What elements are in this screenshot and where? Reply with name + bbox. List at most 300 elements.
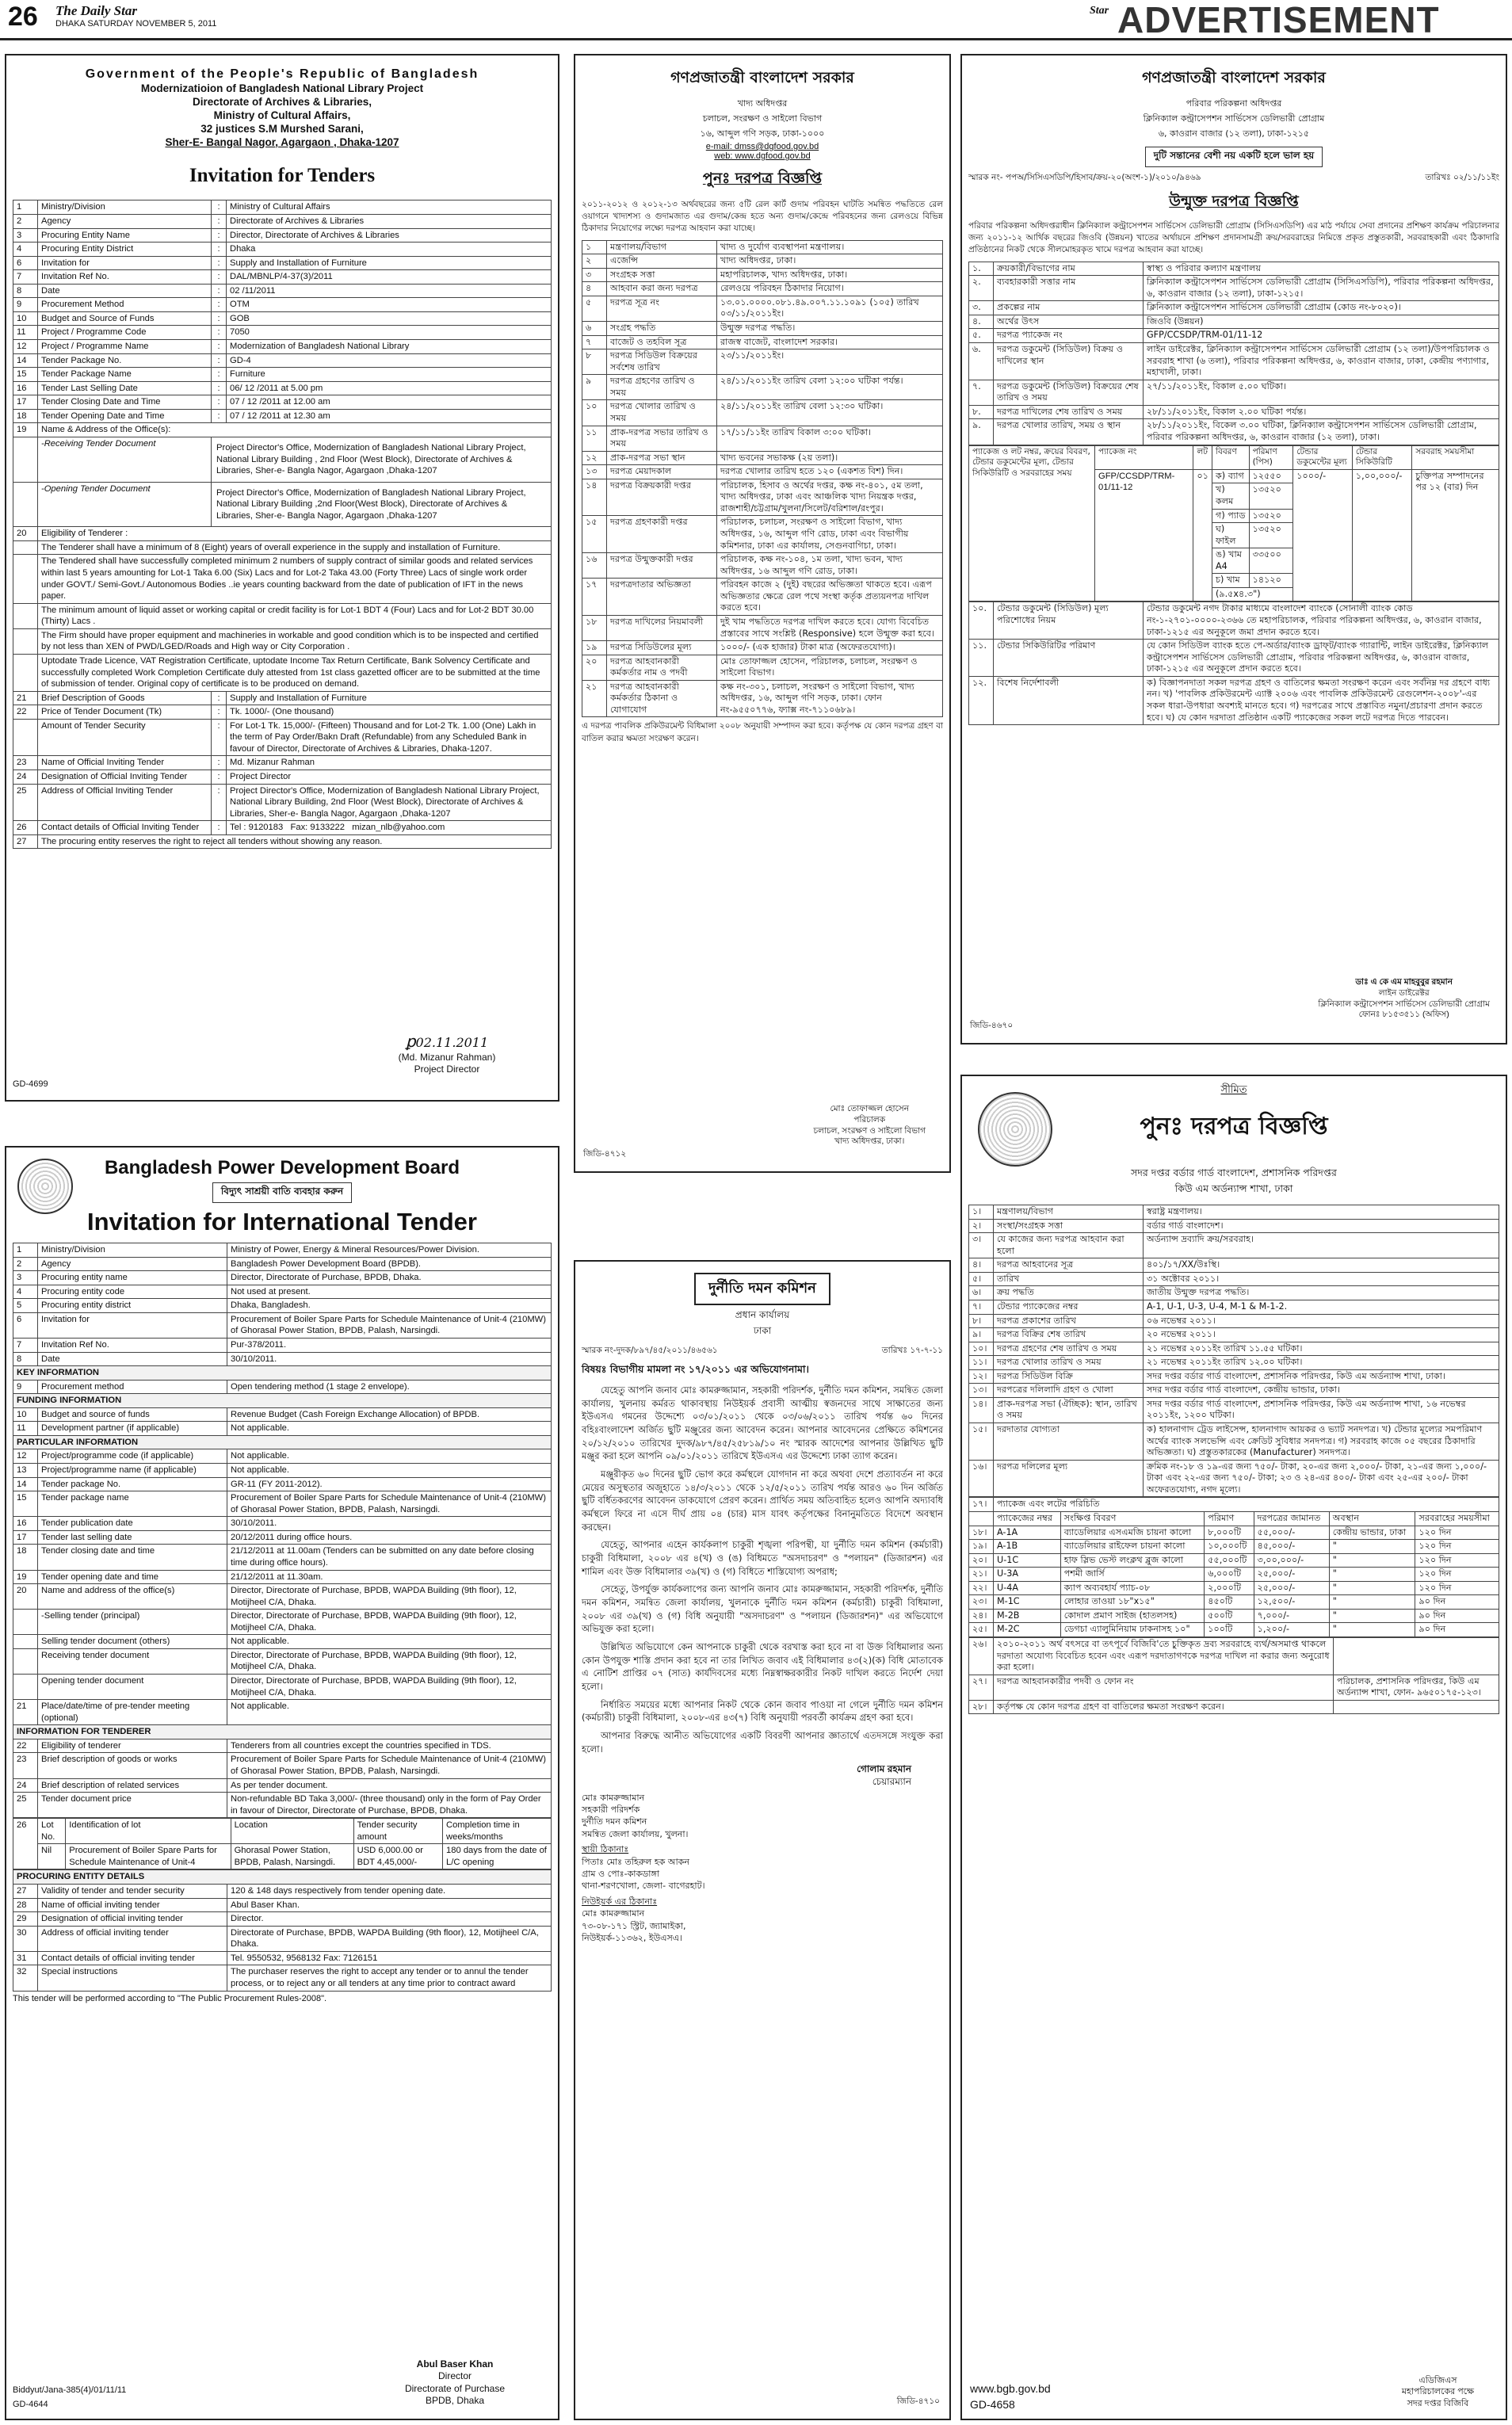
- library-header-line: Modernizatioion of Bangladesh National Library Project: [140, 82, 424, 94]
- row-number: 8: [13, 284, 38, 298]
- row-number: 15: [13, 1491, 38, 1517]
- row-value: দুই খাম পদ্ধতিতে দরপত্র দাখিল করতে হবে। যোগ্য বিবেচিত প্রস্তাবের সাথে সংশ্লিষ্ট (Responsive) হলে উন্মুক্ত করা হবে।: [717, 615, 943, 640]
- table-row: [969, 1342, 1499, 1356]
- package-n: ১৯।: [969, 1540, 994, 1554]
- row-value: Director, Directorate of Purchase, BPDB, WAPDA Building (9th floor), 12, Motijheel C/A, Dhaka.: [227, 1648, 552, 1674]
- row-number: ৫: [582, 296, 607, 321]
- row-separator: :: [212, 200, 227, 215]
- row-label: তারিখ: [994, 1272, 1144, 1286]
- table-row: [13, 1912, 552, 1927]
- package-security: ৫৫,০০০/-: [1254, 1526, 1329, 1540]
- table-row: [13, 1584, 552, 1610]
- package-desc: লোহার তাওয়া ১৮"x১৫": [1060, 1595, 1205, 1610]
- row-number: ৬।: [969, 1286, 994, 1300]
- row-label: Selling tender document (others): [38, 1635, 227, 1649]
- table-section: KEY INFORMATION: [13, 1366, 552, 1381]
- row-label: দরপত্র সিডিউলের মূল্য: [607, 641, 717, 655]
- row-value: GD-4: [227, 353, 552, 368]
- row-label: Validity of tender and tender security: [38, 1885, 227, 1899]
- library-header-line: Sher-E- Bangal Nagor, Agargaon , Dhaka-1207: [165, 136, 399, 148]
- row-label: টেন্ডার প্যাকেজের নম্বর: [994, 1300, 1144, 1314]
- table-row: [582, 516, 943, 553]
- row-value: Director, Directorate of Archives & Libraries: [227, 228, 552, 242]
- row-value: ক্রমিক নং-১৮ ও ১৯-এর জন্য ৭৫০/- টাকা, ২০-এর জন্য ২,০০০/- টাকা, ২১-এর জন্য ১,০০০/- টাকা এবং ২২-এর জন্য ৭৫০/- টাকা; ২৩ ও ২৪-এর ৪০০/- টাকা এবং ২৫-এর ২০০/- টাকা অফেরতযোগ্য, নগদ মূল্যে।: [1144, 1460, 1499, 1497]
- library-tender-ad: [5, 54, 559, 1102]
- row-number: ৭.: [969, 380, 994, 405]
- row-number: ২৬।: [969, 1638, 994, 1675]
- row-value: Tk. 1000/- (One thousand): [227, 705, 552, 720]
- row-label: দরপত্র সিডিউল বিক্রি: [994, 1369, 1144, 1384]
- table-row: [969, 1638, 1499, 1675]
- row-value: Pur-378/2011.: [227, 1338, 552, 1352]
- section-title: ADVERTISEMENT: [1117, 0, 1440, 40]
- bgb-title: পুনঃ দরপত্র বিজ্ঞপ্তি: [1140, 1113, 1328, 1140]
- row-value: Not applicable.: [227, 1700, 552, 1725]
- table-row: 20 Eligibility of Tenderer :: [13, 527, 552, 541]
- row-number: ১৩।: [969, 1384, 994, 1398]
- package-desc: ব্যাডেলিয়ার এসএমজি চায়না কালো: [1060, 1526, 1205, 1540]
- table-row: [13, 691, 552, 705]
- row-number: 12: [13, 340, 38, 354]
- bgb-limited: সীমিত: [1220, 1084, 1247, 1096]
- table-row: -Opening Tender Document Project Director's Office, Modernization of Bangladesh National Library Project, National Library Building ,2nd Floor(West Block), Directorate of Archives & Libraries, Sher-e- Bangla Nagor, Agargaon ,Dhaka-1207: [13, 482, 552, 527]
- table-row: ঙ) খাম A4 ৩৩৫০০: [969, 548, 1499, 574]
- row-label: Tender Closing Date and Time: [38, 395, 212, 410]
- row-value: Tel. 9550532, 9568132 Fax: 7126151: [227, 1951, 552, 1965]
- table-row: 26 Contact details of Official Inviting Tender : Tel : 9120183 Fax: 9133222 mizan_nlb@yahoo.com: [13, 821, 552, 835]
- row-label: Name of official inviting tender: [38, 1898, 227, 1912]
- package-desc: হাফ স্লিভ ভেস্ট লংক্লথ ব্লুজ কালো: [1060, 1553, 1205, 1568]
- table-row: [969, 419, 1499, 445]
- row-separator: :: [212, 270, 227, 285]
- row-label: Special instructions: [38, 1965, 227, 1991]
- row-separator: :: [212, 770, 227, 785]
- row-number: ৭।: [969, 1300, 994, 1314]
- row-label: Tender Package Name: [38, 368, 212, 382]
- row-label: দরপত্র আহবানের সূত্র: [994, 1258, 1144, 1273]
- table-row: [969, 640, 1499, 677]
- row-value: Not applicable.: [227, 1464, 552, 1478]
- row-label: Agency: [38, 1257, 227, 1271]
- bgb-package-table: [968, 1497, 1499, 1637]
- row-label: বিশেষ নির্দেশাবলী: [994, 676, 1144, 724]
- row-label: ক্রয় পদ্ধতি: [994, 1286, 1144, 1300]
- table-row: [13, 1380, 552, 1394]
- package-code: A-1B: [994, 1540, 1061, 1554]
- row-value: বর্ডার গার্ড বাংলাদেশ।: [1144, 1219, 1499, 1233]
- row-number: ১৩: [582, 465, 607, 479]
- row-value: 02 /11/2011: [227, 284, 552, 298]
- row-label: Contact details of official inviting tender: [38, 1951, 227, 1965]
- row-number: 30: [13, 1926, 38, 1951]
- row-label: দরপত্র খোলার তারিখ, সময় ও স্থান: [994, 419, 1144, 445]
- row-label: দরপত্র সিডিউল বিক্রয়ের সর্বশেষ তারিখ: [607, 349, 717, 375]
- row-number: [13, 719, 38, 756]
- table-row: [969, 1581, 1499, 1595]
- row-value: ২৭/১১/২০১১ইং, বিকাল ৫.০০ ঘটিকা।: [1144, 380, 1499, 405]
- row-number: ২৭।: [969, 1675, 994, 1700]
- row-number: ১৯: [582, 641, 607, 655]
- row-label: Procurement method: [38, 1380, 227, 1394]
- row-separator: :: [212, 409, 227, 423]
- row-value: Revenue Budget (Cash Foreign Exchange Allocation) of BPDB.: [227, 1407, 552, 1422]
- package-n: ২০।: [969, 1553, 994, 1568]
- table-row: [13, 1530, 552, 1545]
- table-row: [13, 1648, 552, 1674]
- row-value: পরিচালক, কক্ষ নং-১০৪, ১ম তলা, খাদ্য ভবন, খাদ্য অধিদপ্তর, ১৬ আব্দুল গণি রোড, ঢাকা।: [717, 553, 943, 579]
- table-row: [969, 343, 1499, 380]
- package-qty: ১০০টি: [1205, 1623, 1254, 1637]
- row-value: টেন্ডার ডকুমেন্ট নগদ টাকার মাধ্যমে বাংলাদেশ ব্যাংকে (সোনালী ব্যাংক কোড নং-১-২৭০১-০০০০-২৩৬৬ তে মহাপরিচালক, পরিবার পরিকল্পনা অধিদপ্তর, ৬, কাওরান বাজার, ঢাকা-১২১৫ এর অনুকূলে জমা প্রদান করতে হবে।: [1144, 602, 1499, 640]
- table-row: [13, 1898, 552, 1912]
- table-row: 27 The procuring entity reserves the right to reject all tenders without showing any reason.: [13, 834, 552, 849]
- bpdb-title: Invitation for International Tender: [86, 1208, 477, 1235]
- table-row: [969, 380, 1499, 405]
- table-row: [13, 270, 552, 285]
- table-row: [582, 655, 943, 680]
- acc-name: দুর্নীতি দমন কমিশন: [694, 1273, 830, 1305]
- table-row: [969, 1233, 1499, 1258]
- table-row: প্যাকেজের নম্বর সংক্ষিপ্ত বিবরণ পরিমাণ দরপত্রের জামানত অবস্থান সরবরাহের সময়সীমা: [969, 1511, 1499, 1526]
- row-separator: :: [212, 784, 227, 821]
- bpdb-table-2: [13, 1869, 552, 1991]
- page-number: 26: [8, 2, 38, 32]
- row-value: ২৪/১১/২০১১ইং তারিখ বেলা ১২:০০ ঘটিকা পর্যন্ত।: [717, 375, 943, 400]
- package-security: ১২,৫০০/-: [1254, 1595, 1329, 1610]
- row-label: Procuring Entity District: [38, 242, 212, 257]
- row-number: 14: [13, 353, 38, 368]
- table-row: [13, 1312, 552, 1338]
- row-label: ব্যবহারকারী সত্তার নাম: [994, 276, 1144, 301]
- row-label: Eligibility of tenderer: [38, 1739, 227, 1753]
- row-number: 17: [13, 1530, 38, 1545]
- slogan-box: দুটি সন্তানের বেশী নয় একটি হলে ভাল হয়: [1145, 147, 1323, 167]
- package-n: ২৩।: [969, 1595, 994, 1610]
- row-label: দরপত্র সূত্র নং: [607, 296, 717, 321]
- table-row: [969, 1258, 1499, 1273]
- row-number: 24: [13, 770, 38, 785]
- row-label: টেন্ডার ডকুমেন্ট (সিডিউল) মূল্য পরিশোধের নিয়ম: [994, 602, 1144, 640]
- package-location: ": [1329, 1609, 1415, 1623]
- row-value: Director, Directorate of Purchase, BPDB, Dhaka.: [227, 1271, 552, 1285]
- row-number: 23: [13, 1753, 38, 1778]
- acc-notice-ad: দুর্নীতি দমন কমিশন প্রধান কার্যালয় ঢাকা স্মারক নং-দুদক/৮৯৭/৪৫/২০১১/৪৬৫৬১ তারিখঃ ১৭-৭-১১ বিষয়ঃ বিভাগীয় মামলা নং ১৭/২০১১ এর অভিযোগনামা। যেহেতু আপনি জনাব মোঃ কামরুজ্জামান, সহকারী পরিদর্শক, দুর্নীতি দমন কমিশন, সমন্বিত জেলা কার্যালয়, খুলনায় কর্মরত থাকাবস্থায় নিউইয়র্ক প্রবাসী আত্মীয় স্বজনদের সাথে সাক্ষাতের জন্য ইউএসএ গমনের উদ্দেশ্যে ০৩/০১/২০১১ থেকে ০৩/০৬/২০১১ তারিখ পর্যন্ত ৬০ দিনের বহিঃবাংলাদেশ অর্জিত ছুটি মঞ্জুরের জন্য আবেদন করেন। আপনার আবেদনের প্রেক্ষিতে কমিশনের ২০/১২/২০১০ তারিখের দুদক/৯৮৭/৪৫/২৫৮১৯/১০ নং স্মারক আদেশের আপনার উল্লিখিত ছুটি মঞ্জুর করা হলে আপনি ০৯/০১/২০১১ তারিখে ইউএসএ এর উদ্দেশ্যে ঢাকা ত্যাগ করেন। মঞ্জুরীকৃত ৬০ দিনের ছুটি ভোগ করে কর্মস্থলে যোগদান না করে অথবা দেশে প্রত্যাবর্তন না করে মেয়ের অসুস্থতার অজুহাতে ১৪/৩/২০১১ থেকে ১২/৫/২০১১ তারিখ পর্যন্ত আরও ৬০ দিন অর্জিত ছুটি বর্ধিতকরণের আবেদন ডাকযোগে প্রেরণ করেন। প্রার্থিত সময় অতিবাহিত হলেও আপনি অদ্যাবধি কর্মস্থলে ফিরে না এসে দীর্ঘ প্রায় ০৪ (চার) মাস যাবৎ কর্তৃপক্ষের বিনানুমতিতে বিদেশে অবস্থান করছেন। যেহেতু, আপনার এহেন কার্যকলাপ চাকুরী শৃঙ্খলা পরিপন্থী, যা দুর্নীতি দমন কমিশন (কর্মচারী) চাকুরী বিধিমালা, ২০০৮ এর ৪(খ) ও (ঙ) বিধিমতে "অসদাচরণ" ও "পলায়ন" (ডিজারশন) এর শামিল এবং উক্ত বিধিমালার ৩৯(খ) ও (গ) বিধিতে শাস্তিযোগ্য অপরাধ; সেহেতু, উপর্যুক্ত কার্যকলাপের জন্য আপনি জনাব মোঃ কামরুজ্জামান, সহকারী পরিদর্শক, দুর্নীতি দমন কমিশন, সমন্বিত জেলা কার্যালয়, খুলনাকে দুর্নীতি দমন কমিশন (কর্মচারী) চাকুরী বিধিমালা, ২০০৮ এর ৩৯(খ) ও (গ) বিধি অনুযায়ী "অসদাচরণ" ও "পলায়ন (ডিজারশন)" এর অভিযোগে অভিযুক্ত করা হলো। উল্লিখিত অভিযোগে কেন আপনাকে চাকুরী থেকে বরখাস্ত করা হবে না বা উক্ত বিধিমালার অন্য কোন উপযুক্ত শাস্তি প্রদান করা হবে না তার লিখিত জবাব এই বিধিমালার ৪৩(২)(ক) বিধি মোতাবেক এ নোটিশ প্রাপ্তির ০৭ (সাত) কার্যদিবসের মধ্যে নিম্নস্বাক্ষরকারীর নিকট দাখিল করতে নির্দেশ দেয়া হলো। নির্ধারিত সময়ের মধ্যে আপনার নিকট থেকে কোন জবাব পাওয়া না গেলে দুর্নীতি দমন কমিশন (কর্মচারী) চাকুরী বিধিমালা, ২০০৮-এর ৪৩(৭) বিধি অনুযায়ী পরবর্তী কার্যক্রম গ্রহণ করা হবে। আপনার বিরুদ্ধে আনীত অভিযোগের একটি বিবরণী আপনার জ্ঞাতার্থে এতদসঙ্গে সংযুক্ত করা হলো। গোলাম রহমান চেয়ারম্যান মোঃ কামরুজ্জামান সহকারী পরিদর্শক দুর্নীতি দমন কমিশন সমন্বিত জেলা কার্যালয়, খুলনা। স্থায়ী ঠিকানাঃ পিতাঃ মোঃ তহিরুল হক আকন গ্রাম ও পোঃ-কাকডাঙ্গা থানা-শরণখোলা, জেলা- বাগেরহাট। নিউইয়র্ক এর ঠিকানাঃ মোঃ কামরুজ্জামান ৭৩-০৮-১৭১ স্ট্রিট, জ্যামাইকা, নিউইয়র্ক-১১৩৬২, ইউএসএ। জিডি-৪৭১০: [574, 1260, 951, 2420]
- row-number: 6: [13, 256, 38, 270]
- table-row: [13, 381, 552, 395]
- package-n: ১৮।: [969, 1526, 994, 1540]
- row-number: ১০.: [969, 602, 994, 640]
- acc-paragraph: আপনার বিরুদ্ধে আনীত অভিযোগের একটি বিবরণী আপনার জ্ঞাতার্থে এতদসঙ্গে সংযুক্ত করা হলো।: [582, 1730, 943, 1755]
- row-label: Invitation Ref No.: [38, 1338, 227, 1352]
- row-label: Tender package No.: [38, 1477, 227, 1491]
- gd-number: GD-4644: [13, 2400, 48, 2409]
- package-code: U-4A: [994, 1581, 1061, 1595]
- table-row: -Receiving Tender Document Project Director's Office, Modernization of Bangladesh National Library Project, National Library Building , 2nd Floor (West Block), Directorate of Archives & Libraries, Sher-e- Bangla Nagor, Agargaon ,Dhaka-1207: [13, 437, 552, 482]
- row-number: ২: [582, 254, 607, 269]
- row-label: দরপত্র গ্রহণের শেষ তারিখ ও সময়: [994, 1342, 1144, 1356]
- package-code: M-2B: [994, 1609, 1061, 1623]
- row-separator: :: [212, 353, 227, 368]
- row-value: Abul Baser Khan.: [227, 1898, 552, 1912]
- table-row: [13, 1352, 552, 1366]
- row-number: 21: [13, 1700, 38, 1725]
- library-header-line: 32 justices S.M Murshed Sarani,: [200, 122, 364, 135]
- row-label: দরপত্র আহবানকারীর পদবী ও ফোন নং: [994, 1675, 1334, 1700]
- table-row: [13, 353, 552, 368]
- row-value: 07 / 12 /2011 at 12.00 am: [227, 395, 552, 410]
- acc-addressee: মোঃ কামরুজ্জামান সহকারী পরিদর্শক দুর্নীতি দমন কমিশন সমন্বিত জেলা কার্যালয়, খুলনা। স্থায়ী ঠিকানাঃ পিতাঃ মোঃ তহিরুল হক আকন গ্রাম ও পোঃ-কাকডাঙ্গা থানা-শরণখোলা, জেলা- বাগেরহাট। নিউইয়র্ক এর ঠিকানাঃ মোঃ কামরুজ্জামান ৭৩-০৮-১৭১ স্ট্রিট, জ্যামাইকা, নিউইয়র্ক-১১৩৬২, ইউএসএ।: [582, 1792, 705, 1943]
- table-row: [13, 1338, 552, 1352]
- row-number: ২।: [969, 1219, 994, 1233]
- row-number: ৪.: [969, 315, 994, 329]
- row-label: Agency: [38, 214, 212, 228]
- table-row: 19 Name & Address of the Office(s):: [13, 423, 552, 437]
- row-number: 12: [13, 1449, 38, 1464]
- row-separator: :: [212, 395, 227, 410]
- row-label: Address of official inviting tender: [38, 1926, 227, 1951]
- table-row: [13, 1570, 552, 1584]
- row-value: 20/12/2011 during office hours.: [227, 1530, 552, 1545]
- table-section: INFORMATION FOR TENDERER: [13, 1725, 552, 1740]
- row-number: ২.: [969, 276, 994, 301]
- table-row: [582, 282, 943, 296]
- table-row: [969, 1272, 1499, 1286]
- table-row: [13, 770, 552, 785]
- package-security: ৭,০০০/-: [1254, 1609, 1329, 1623]
- row-value: জাতীয় উন্মুক্ত দরপত্র পদ্ধতি।: [1144, 1286, 1499, 1300]
- table-row: [582, 322, 943, 336]
- row-label: দরপত্র আহবানকারী কর্মকর্তার নাম ও পদবী: [607, 655, 717, 680]
- table-row: [13, 1449, 552, 1464]
- package-code: M-2C: [994, 1623, 1061, 1637]
- row-number: ২০: [582, 655, 607, 680]
- row-number: ১৮: [582, 615, 607, 640]
- table-row: চ) খাম ১৪১২০: [969, 574, 1499, 588]
- row-value: খাদ্য ও দুর্যোগ ব্যবস্থাপনা মন্ত্রণালয়।: [717, 240, 943, 254]
- row-value: Not applicable.: [227, 1635, 552, 1649]
- row-number: ১: [582, 240, 607, 254]
- row-label: Invitation Ref No.: [38, 270, 212, 285]
- table-row: [13, 228, 552, 242]
- row-number: 19: [13, 1570, 38, 1584]
- table-row: 26 Lot No. Identification of lot Location Tender security amount Completion time in weeks/months: [13, 1819, 552, 1844]
- row-label: Project/programme code (if applicable): [38, 1449, 227, 1464]
- row-value: Procurement of Boiler Spare Parts for Schedule Maintenance of Unit-4 (210MW) of Ghorasal Power Station, BPDB, Palash, Narsingdi.: [227, 1491, 552, 1517]
- package-desc: ডেগচা এ্যালুমিনিয়াম ঢাকনাসহ ১০": [1060, 1623, 1205, 1637]
- row-label: বাজেট ও তহবিল সূত্র: [607, 335, 717, 349]
- package-location: ": [1329, 1581, 1415, 1595]
- row-number: ১৪: [582, 479, 607, 516]
- row-label: ২০১০-২০১১ অর্থ বৎসরে বা তৎপূর্বে বিজিবি'তে চুক্তিকৃত দ্রব্য সরবরাহে ব্যর্থ/অসমাপ্ত থাকলে দরদাতা অযোগ্য বিবেচিত হবেন এবং এরূপ দরদাতাগণকে দরপত্র দাখিল না করার জন্য অনুরোধ করা হলো।: [994, 1638, 1334, 1675]
- row-value: Director.: [227, 1912, 552, 1927]
- row-number: 29: [13, 1912, 38, 1927]
- table-row: [969, 1553, 1499, 1568]
- package-code: M-1C: [994, 1595, 1061, 1610]
- table-row: The Firm should have proper equipment and machineries in workable and good condition which is to be inspected and certified by not less than XEN of PWD/LGED/Roads and High way or City Corporation .: [13, 628, 552, 654]
- bgb-web: www.bgb.gov.bd: [970, 2382, 1051, 2395]
- package-desc: পশমী জার্সি: [1060, 1568, 1205, 1582]
- table-row: [13, 1675, 552, 1700]
- package-code: A-1A: [994, 1526, 1061, 1540]
- row-label: দরপত্র প্যাকেজ নং: [994, 329, 1144, 343]
- row-value: [1334, 1700, 1499, 1714]
- row-value: ১৩.০১.০০০০.০৮১.৪৯.০০৭.১১.১০৯১ (১০৫) তারিখ ০৩/১১/২০১১ইং।: [717, 296, 943, 321]
- row-number: ১৫।: [969, 1423, 994, 1461]
- table-row: [969, 1356, 1499, 1370]
- issue-date: DHAKA SATURDAY NOVEMBER 5, 2011: [55, 19, 217, 29]
- row-label: Invitation for: [38, 1312, 227, 1338]
- row-value: Director, Directorate of Purchase, BPDB, WAPDA Building (9th floor), 12, Motijheel C/A, Dhaka.: [227, 1675, 552, 1700]
- row-value: Dhaka, Bangladesh.: [227, 1299, 552, 1313]
- row-value: পরিবহন কাজে ২ (দুই) বছরের অভিজ্ঞতা থাকতে হবে। এরূপ অভিজ্ঞতার ক্ষেত্রে রেল পথে সংস্থা কর্তৃক প্রত্যয়নপত্র দাখিল করতে হবে।: [717, 579, 943, 616]
- table-row: [13, 756, 552, 770]
- row-label: সংগ্রহ পদ্ধতি: [607, 322, 717, 336]
- package-location: ": [1329, 1623, 1415, 1637]
- table-row: [582, 400, 943, 426]
- table-row: (৯.৫x৪.৩"): [969, 587, 1499, 601]
- table-row: [582, 335, 943, 349]
- row-number: 4: [13, 242, 38, 257]
- table-row: [582, 254, 943, 269]
- row-value: Not used at present.: [227, 1285, 552, 1299]
- row-separator: :: [212, 228, 227, 242]
- row-value: 7050: [227, 326, 552, 340]
- row-label: দরপত্র দলিলের মূল্য: [994, 1460, 1144, 1497]
- row-value: ২১ নভেম্বর ২০১১ইং তারিখ ১১.৫৫ ঘটিকা।: [1144, 1342, 1499, 1356]
- row-value: ০৬ নভেম্বর ২০১১।: [1144, 1314, 1499, 1328]
- row-value: Not applicable.: [227, 1422, 552, 1436]
- table-row: [969, 276, 1499, 301]
- row-value: পরিচালক, চলাচল, সংরক্ষণ ও সাইলো বিভাগ, খাদ্য অধিদপ্তর, ১৬, আব্দুল গণি রোড, ঢাকা এবং বিভাগীয় কমিশনার, ঢাকা এর কার্যালয়, সেগুনবাগিচা, ঢাকা।: [717, 516, 943, 553]
- masthead: [0, 0, 1512, 40]
- row-value: উন্মুক্ত দরপত্র পদ্ধতি।: [717, 322, 943, 336]
- table-row: [969, 1369, 1499, 1384]
- food-retender-ad: গণপ্রজাতন্ত্রী বাংলাদেশ সরকার খাদ্য অধিদপ্তর চলাচল, সংরক্ষণ ও সাইলো বিভাগ ১৬, আব্দুল গণি সড়ক, ঢাকা-১০০০ e-mail: dmss@dgfood.gov.bd web: www.dgfood.gov.bd পুনঃ দরপত্র বিজ্ঞপ্তি ২০১১-২০১২ ও ২০১২-১৩ অর্থবছরের জন্য ৫টি রেল কার্ট গুদাম পরিবহন ঘাটতি সমন্বিত পদ্ধতিতে রেল ওয়াগনে খাদ্যশস্য ও গুদামজাত এর গুদাম/কেন্দ্র হতে অন্য গুদাম/কেন্দ্রে পরিবহনের জন্য রেলওয়ে বিভিন্ন ঠিকাদার নিয়োগের লক্ষ্যে দরপত্র আহবান করা যাচ্ছে। ১ মন্ত্রণালয়/বিভাগ খাদ্য ও দুর্যোগ ব্যবস্থাপনা মন্ত্রণালয়। ২ এজেন্সি খাদ্য অধিদপ্তর, ঢাকা। ৩ সংগ্রহক সত্তা মহাপরিচালক, খাদ্য অধিদপ্তর, ঢাকা। ৪ আহবান করা জন্য দরপত্র রেলওয়ে পরিবহন ঠিকাদার নিয়োগ। ৫ দরপত্র সূত্র নং ১৩.০১.০০০০.০৮১.৪৯.০০৭.১১.১০৯১ (১০৫) তারিখ ০৩/১১/২০১১ইং। ৬ সংগ্রহ পদ্ধতি উন্মুক্ত দরপত্র পদ্ধতি। ৭ বাজেট ও তহবিল সূত্র রাজস্ব বাজেট, বাংলাদেশ সরকার। ৮ দরপত্র সিডিউল বিক্রয়ের সর্বশেষ তারিখ ২৩/১১/২০১১ইং। ৯ দরপত্র গ্রহণের তারিখ ও সময় ২৪/১১/২০১১ইং তারিখ বেলা ১২:০০ ঘটিকা পর্যন্ত। ১০ দরপত্র খোলার তারিখ ও সময় ২৪/১১/২০১১ইং তারিখ বেলা ১২:৩০ ঘটিকা। ১১ প্রাক-দরপত্র সভার তারিখ ও সময় ১৭/১১/১১ইং তারিখ বিকাল ৩:০০ ঘটিকা। ১২ প্রাক-দরপত্র সভা স্থান খাদ্য ভবনের সভাকক্ষ (২য় তলা)। ১৩ দরপত্র মেয়াদকাল দরপত্র খোলার তারিখ হতে ১২০ (একশত বিশ) দিন। ১৪ দরপত্র বিক্রয়কারী দপ্তর পরিচালক, হিসাব ও অর্থের দপ্তর, কক্ষ নং-৪০১, ৫ম তলা, খাদ্য অধিদপ্তর, ঢাকা এবং আঞ্চলিক খাদ্য নিয়ন্ত্রক দপ্তর, রাজশাহী/চট্টগ্রাম/খুলনা/সিলেট/বরিশাল/রংপুর। ১৫ দরপত্র গ্রহণকারী দপ্তর পরিচালক, চলাচল, সংরক্ষণ ও সাইলো বিভাগ, খাদ্য অধিদপ্তর, ১৬, আব্দুল গণি রোড, ঢাকা এবং বিভাগীয় কমিশনার, ঢাকা এর কার্যালয়, সেগুনবাগিচা, ঢাকা। ১৬ দরপত্র উন্মুক্তকারী দপ্তর পরিচালক, কক্ষ নং-১০৪, ১ম তলা, খাদ্য ভবন, খাদ্য অধিদপ্তর, ১৬ আব্দুল গণি রোড, ঢাকা। ১৭ দরপত্রদাতার অভিজ্ঞতা পরিবহন কাজে ২ (দুই) বছরের অভিজ্ঞতা থাকতে হবে। এরূপ অভিজ্ঞতার ক্ষেত্রে রেল পথে সংস্থা কর্তৃক প্রত্যয়নপত্র দাখিল করতে হবে। ১৮ দরপত্র দাখিলের নিয়মাবলী দুই খাম পদ্ধতিতে দরপত্র দাখিল করতে হবে। যোগ্য বিবেচিত প্রস্তাবের সাথে সংশ্লিষ্ট (Responsive) হলে উন্মুক্ত করা হবে। ১৯ দরপত্র সিডিউলের মূল্য ১০০০/- (এক হাজার) টাকা মাত্র (অফেরতযোগ্য)। ২০ দরপত্র আহবানকারী কর্মকর্তার নাম ও পদবী মোঃ তোফাজ্জল হোসেন, পরিচালক, চলাচল, সংরক্ষণ ও সাইলো বিভাগ। ২১ দরপত্র আহবানকারী কর্মকর্তার ঠিকানা ও যোগাযোগ কক্ষ নং-৩০১, চলাচল, সংরক্ষণ ও সাইলো বিভাগ, খাদ্য অধিদপ্তর, ১৬, আব্দুল গণি সড়ক, ঢাকা। ফোন নং-৯৫৫০৭৭৬, ফ্যাক্স নং-৭১১০৬৮৯। এ দরপত্র পাবলিক প্রকিউরমেন্ট বিধিমালা ২০০৮ অনুযায়ী সম্পাদন করা হবে। কর্তৃপক্ষ যে কোন দরপত্র গ্রহণ বা বাতিল করার ক্ষমতা সংরক্ষণ করেন। মোঃ তোফাজ্জল হোসেন পরিচালক চলাচল, সংরক্ষণ ও সাইলো বিভাগ খাদ্য অধিদপ্তর, ঢাকা। জিডি-৪৭১২: [574, 54, 951, 1173]
- package-location: ": [1329, 1595, 1415, 1610]
- row-label: Price of Tender Document (Tk): [38, 705, 212, 720]
- row-number: ৮: [582, 349, 607, 375]
- row-label: দরপত্র ডকুমেন্ট (সিডিউল) বিক্রয় ও দাখিলের স্থান: [994, 343, 1144, 380]
- package-qty: ৬,০০০টি: [1205, 1568, 1254, 1582]
- row-label: Tender package name: [38, 1491, 227, 1517]
- table-row: [13, 1951, 552, 1965]
- row-number: 10: [13, 1407, 38, 1422]
- row-number: 27: [13, 1885, 38, 1899]
- row-value: OTM: [227, 298, 552, 312]
- row-label: প্রাক-দরপত্র সভা (ঐচ্ছিক): স্থান, তারিখ ও সময়: [994, 1397, 1144, 1423]
- row-number: ৮.: [969, 405, 994, 419]
- library-table: [13, 200, 552, 849]
- row-number: ৬: [582, 322, 607, 336]
- table-row: [13, 340, 552, 354]
- row-label: Brief description of related services: [38, 1778, 227, 1793]
- row-value: As per tender document.: [227, 1778, 552, 1793]
- table-row: [969, 1328, 1499, 1342]
- row-label: Tender Opening Date and Time: [38, 409, 212, 423]
- row-label: সংগ্রহক সত্তা: [607, 268, 717, 282]
- row-value: Not applicable.: [227, 1449, 552, 1464]
- row-label: -Selling tender (principal): [38, 1610, 227, 1635]
- table-row: [13, 1407, 552, 1422]
- table-row: [582, 579, 943, 616]
- row-number: 20: [13, 1584, 38, 1610]
- package-desc: ব্যাডেলিয়ার রাইফেল চায়না কালো: [1060, 1540, 1205, 1554]
- row-separator: :: [212, 326, 227, 340]
- row-number: 11: [13, 1422, 38, 1436]
- row-number: ২৮।: [969, 1700, 994, 1714]
- package-n: ২৪।: [969, 1609, 994, 1623]
- row-value: Dhaka: [227, 242, 552, 257]
- row-number: 3: [13, 1271, 38, 1285]
- row-label: Tender Last Selling Date: [38, 381, 212, 395]
- row-value: জিওবি (উন্নয়ন): [1144, 315, 1499, 329]
- row-number: ৭: [582, 335, 607, 349]
- table-row: [13, 1257, 552, 1271]
- bpdb-slogan: বিদ্যুৎ সাশ্রয়ী বাতি ব্যবহার করুন: [212, 1182, 352, 1203]
- table-row: [969, 1623, 1499, 1637]
- row-label: টেন্ডার সিকিউরিটির পরিমাণ: [994, 640, 1144, 677]
- table-row: [582, 240, 943, 254]
- table-row: [13, 1517, 552, 1531]
- package-time: ৯০ দিন: [1415, 1595, 1499, 1610]
- row-value: রাজস্ব বাজেট, বাংলাদেশ সরকার।: [717, 335, 943, 349]
- row-label: দরপত্র বিক্রির শেষ তারিখ: [994, 1328, 1144, 1342]
- table-row: Nil Procurement of Boiler Spare Parts for Schedule Maintenance of Unit-4 Ghorasal Power Station, BPDB, Palash, Narsingdi. USD 6,000.00 or BDT 4,45,000/- 180 days from the date of L/C opening: [13, 1844, 552, 1869]
- row-label: দরপত্রের দলিলাদি গ্রহণ ও খোলা: [994, 1384, 1144, 1398]
- row-number: ৯: [582, 375, 607, 400]
- table-row: [13, 1739, 552, 1753]
- table-row: [13, 1299, 552, 1313]
- row-value: পরিচালক, হিসাব ও অর্থের দপ্তর, কক্ষ নং-৪০১, ৫ম তলা, খাদ্য অধিদপ্তর, ঢাকা এবং আঞ্চলিক খাদ্য নিয়ন্ত্রক দপ্তর, রাজশাহী/চট্টগ্রাম/খুলনা/সিলেট/বরিশাল/রংপুর।: [717, 479, 943, 516]
- table-section: PROCURING ENTITY DETAILS: [13, 1870, 552, 1885]
- acc-paragraph: মঞ্জুরীকৃত ৬০ দিনের ছুটি ভোগ করে কর্মস্থলে যোগদান না করে অথবা দেশে প্রত্যাবর্তন না করে মেয়ের অসুস্থতার অজুহাতে ১৪/৩/২০১১ থেকে ১২/৫/২০১১ তারিখ পর্যন্ত আরও ৬০ দিন অর্জিত ছুটি বর্ধিতকরণের আবেদন ডাকযোগে প্রেরণ করেন। প্রার্থিত সময় অতিবাহিত হলেও আপনি অদ্যাবধি কর্মস্থলে ফিরে না এসে দীর্ঘ প্রায় ০৪ (চার) মাস যাবৎ কর্তৃপক্ষের বিনানুমতিতে বিদেশে অবস্থান করছেন।: [582, 1468, 943, 1533]
- row-label: Date: [38, 1352, 227, 1366]
- row-value: মোঃ তোফাজ্জল হোসেন, পরিচালক, চলাচল, সংরক্ষণ ও সাইলো বিভাগ।: [717, 655, 943, 680]
- table-row: ঘ) ফাইল ১৩৫২০: [969, 523, 1499, 548]
- row-value: Tenderers from all countries except the countries specified in TDS.: [227, 1739, 552, 1753]
- row-label: আহবান করা জন্য দরপত্র: [607, 282, 717, 296]
- table-row: [13, 719, 552, 756]
- row-number: [13, 1610, 38, 1635]
- row-number: ৯।: [969, 1328, 994, 1342]
- row-value: Director, Directorate of Purchase, BPDB, WAPDA Building (9th floor), 12, Motijheel C/A, Dhaka.: [227, 1584, 552, 1610]
- table-row: [13, 1793, 552, 1818]
- library-signature: ꝑ02.11.2011 (Md. Mizanur Rahman) Project Director: [360, 1031, 534, 1076]
- gd-number: জিডি-৪৬৭০: [970, 1021, 1014, 1030]
- row-label: Budget and source of funds: [38, 1407, 227, 1422]
- table-row: [582, 375, 943, 400]
- row-label: দরপত্র ডকুমেন্ট (সিডিউল) বিক্রয়ের শেষ তারিখ ও সময়: [994, 380, 1144, 405]
- gd-number: GD-4658: [970, 2398, 1015, 2411]
- row-value: Project Director's Office, Modernization of Bangladesh National Library Project, National Library Building, 2nd Floor (West Block), Directorate of Archives & Libraries, Sher-e- Bangla Nagor, Agargaon ,Dhaka-1207: [227, 784, 552, 821]
- row-value: Ministry of Power, Energy & Mineral Resources/Power Division.: [227, 1243, 552, 1258]
- table-row: [969, 1286, 1499, 1300]
- row-value: পরিচালক, প্রশাসনিক পরিদপ্তর, কিউ এম অর্ডন্যান্স শাখা, ফোন- ৯৬৫০১৭৫-১২৩।: [1334, 1675, 1499, 1700]
- row-value: For Lot-1 Tk. 15,000/- (Fifteen) Thousand and for Lot-2 Tk. 1.00 (One) Lakh in the term of Pay Order/Bakn Draft (Refundable) from any Scheduled Bank in favour of Director, Directorate of Archives & Libraries, Dhaka-1207.: [227, 719, 552, 756]
- table-row: [582, 680, 943, 717]
- table-row: [969, 1314, 1499, 1328]
- contact-email: mizan_nlb@yahoo.com: [352, 823, 445, 833]
- row-label: Place/date/time of pre-tender meeting (optional): [38, 1700, 227, 1725]
- table-row: [13, 1635, 552, 1649]
- package-security: ৪৫,০০০/-: [1254, 1540, 1329, 1554]
- row-value: ২৮/১১/২০১১ইং, বিকেল ৩.০০ ঘটিকা, ক্লিনিক্যাল কন্ট্রাসেপশন সার্ভিসেস ডেলিভারী প্রোগ্রাম, পরিবার পরিকল্পনা অধিদপ্তর, ৬, কাওরান বাজার (১২ তলা), ঢাকা।: [1144, 419, 1499, 445]
- table-row: [13, 1271, 552, 1285]
- table-row: [13, 1885, 552, 1899]
- row-number: 5: [13, 1299, 38, 1313]
- table-row: [13, 1422, 552, 1436]
- row-number: 25: [13, 784, 38, 821]
